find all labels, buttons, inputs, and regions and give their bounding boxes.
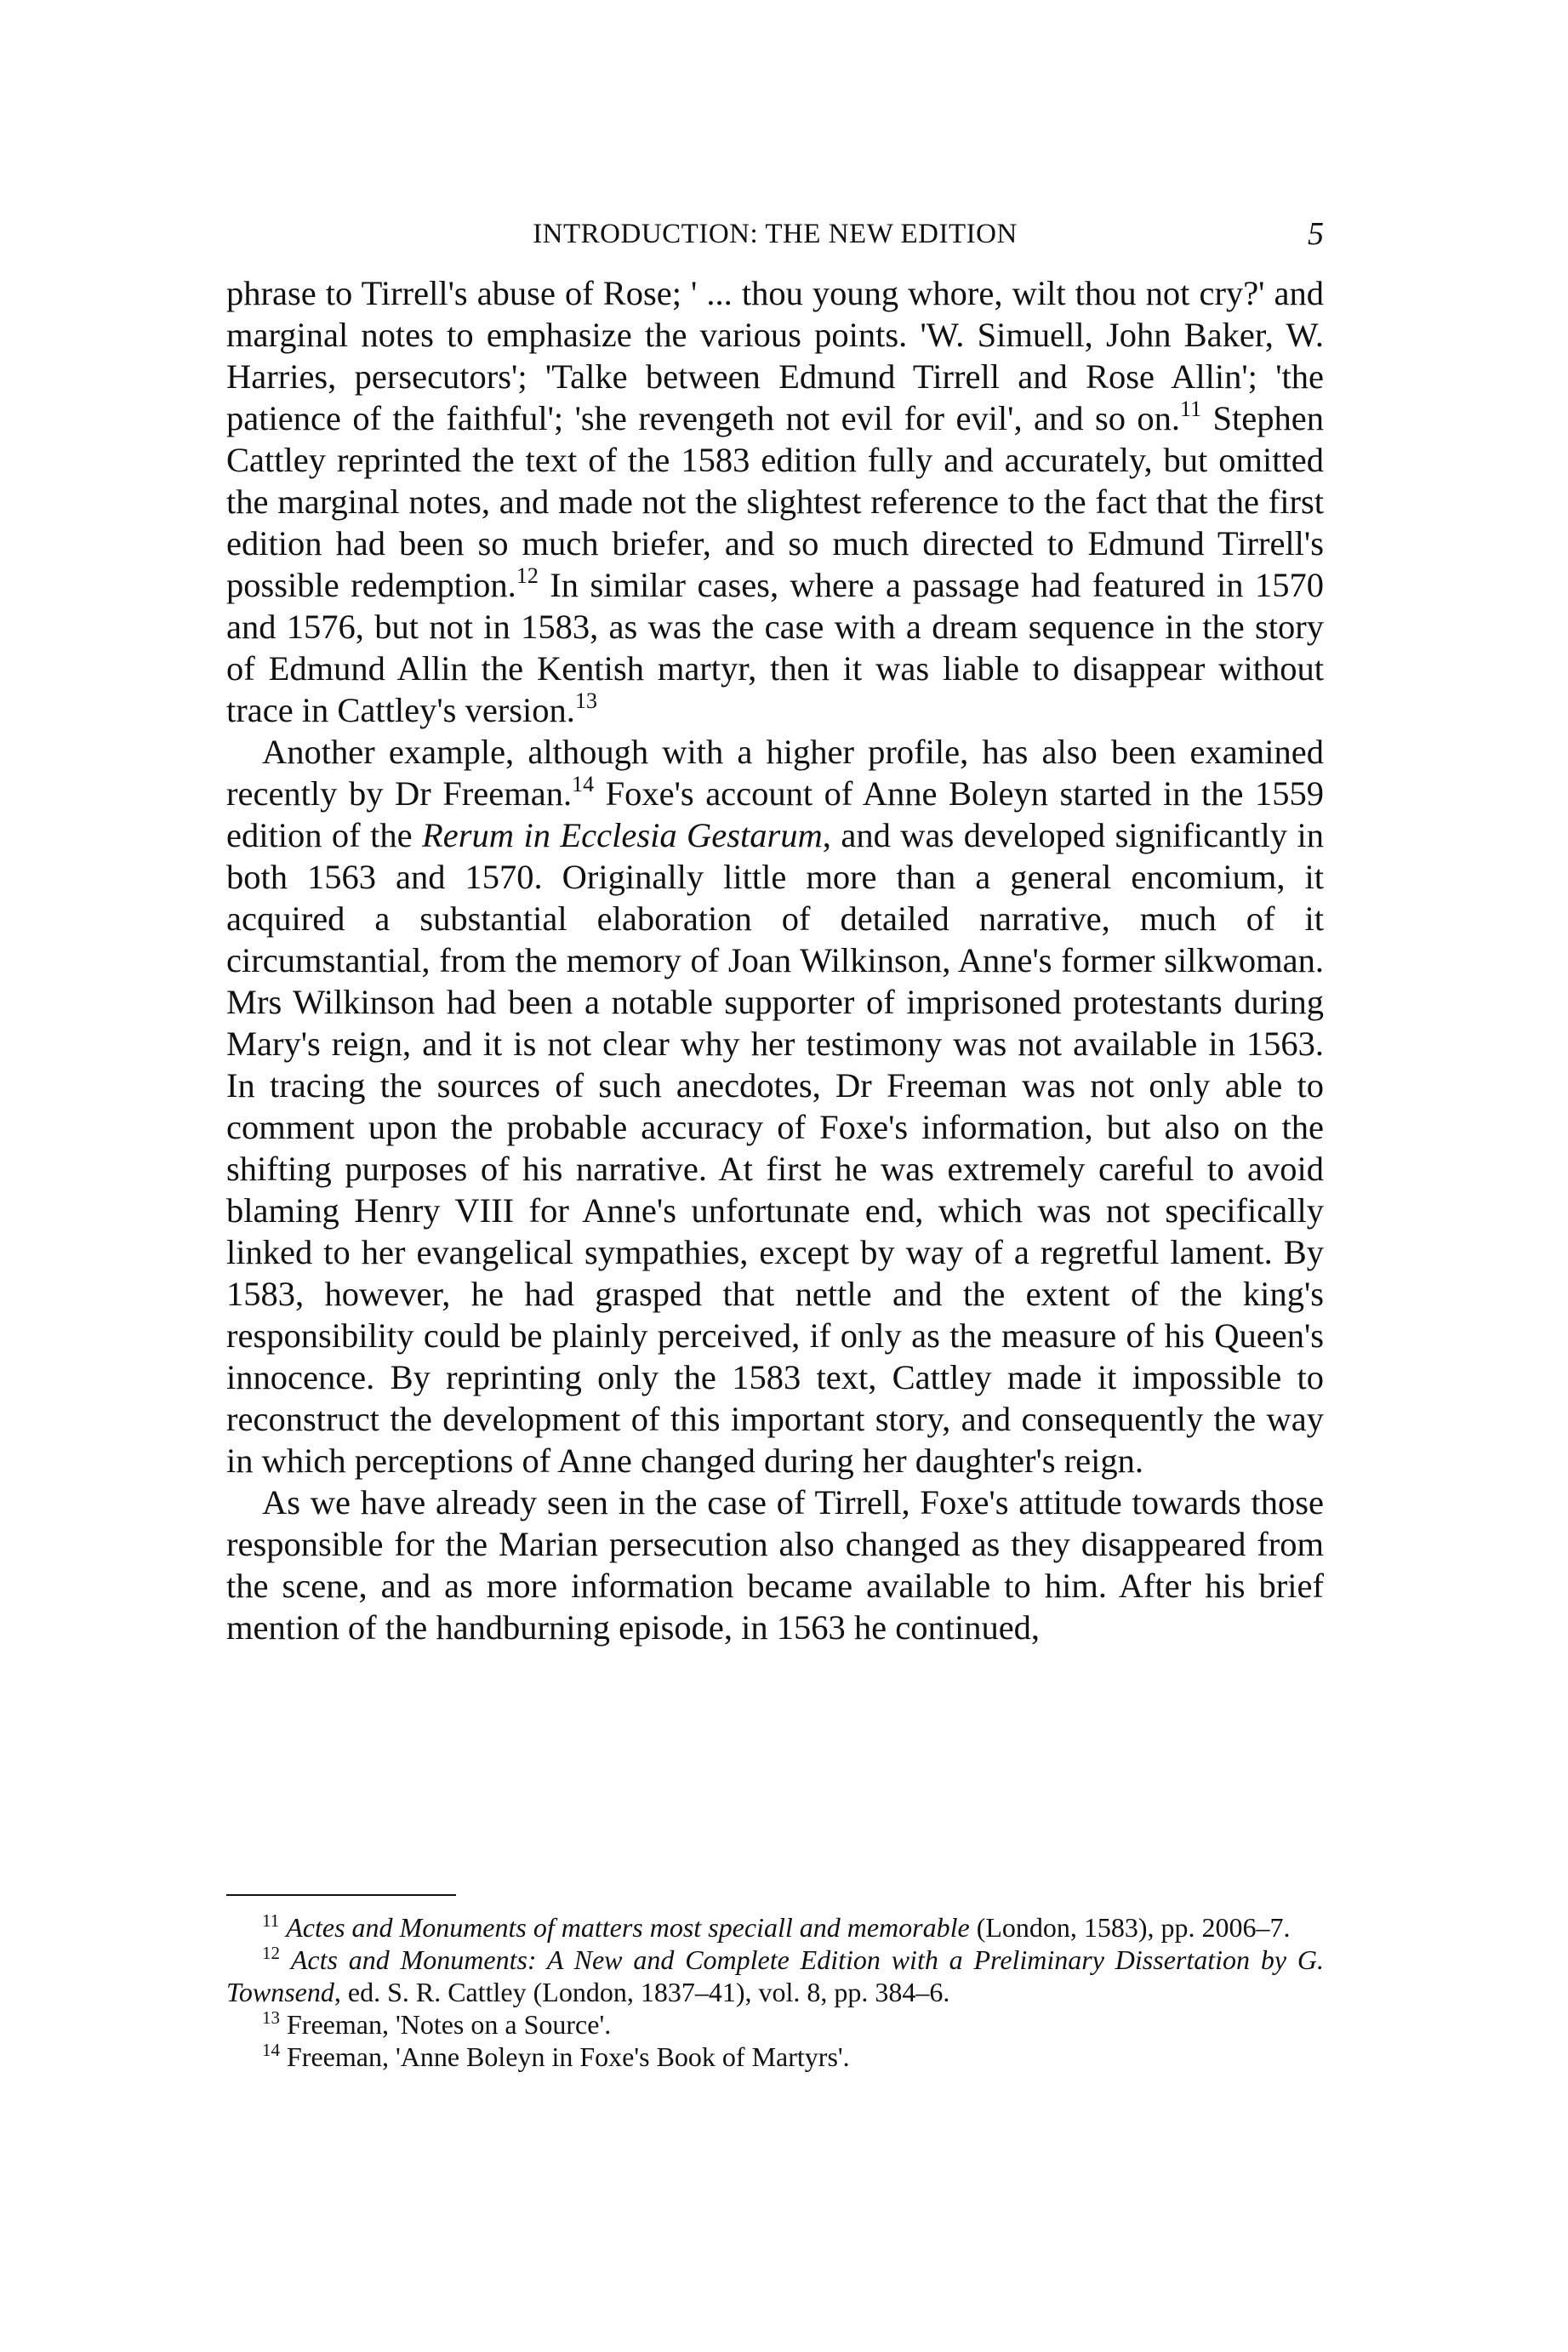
text-run: (London, 1583), pp. 2006–7.: [969, 1912, 1291, 1943]
footnote-ref: 14: [572, 772, 595, 796]
text-run: Foxe's account of Anne Boleyn started in the 1559 edition of the: [226, 774, 1324, 854]
body-text: [226, 272, 1324, 1648]
running-title: INTRODUCTION: THE NEW EDITION: [533, 219, 1018, 249]
page-number: 5: [1308, 216, 1324, 252]
footnote-ref: 12: [262, 1943, 280, 1963]
paragraph-3: [226, 1481, 1324, 1648]
footnote-11: [226, 1911, 1324, 1944]
footnote-ref: 12: [516, 563, 539, 588]
paragraph-2: [226, 731, 1324, 1481]
text-run: , and was developed significantly in both 1563 and 1570. Originally little more than a general encomium, it acquired a substantial elaboration of detailed narrative, much of it circumstantial, from the memory of Joan Wilkinson, Anne's former silkwoman. Mrs Wilkinson had been a notable supporter of imprisoned protestants during Mary's reign, and it is not clear why her testimony was not available in 1563. In tracing the sources of such anecdotes, Dr Freeman was not only able to comment upon the probable accuracy of Foxe's information, but also on the shifting purposes of his narrative. At first he was extremely careful to avoid blaming Henry VIII for Anne's unfortunate end, which was not specifically linked to her evangelical sympathies, except by way of a regretful lament. By 1583, however, he had grasped that nettle and the extent of the king's responsibility could be plainly perceived, if only as the measure of his Queen's innocence. By reprinting only the 1583 text, Cattley made it impossible to reconstruct the development of this important story, and consequently the way in which perceptions of Anne changed during her daughter's reign.: [226, 816, 1325, 1480]
footnote-ref: 11: [1180, 397, 1202, 421]
footnote-ref: 13: [262, 2007, 280, 2028]
paragraph-1: [226, 272, 1324, 731]
text-run: As we have already seen in the case of Tirrell, Foxe's attitude towards those responsible for the Marian persecution also changed as they disappeared from the scene, and as more information became available to him. After his brief mention of the handburning episode, in 1563 he continued,: [226, 1483, 1324, 1647]
italic-title: Acts and Monuments: A New and Complete Edition with a Preliminary Dissertation by G. Townsend: [226, 1944, 1325, 2007]
text-run: phrase to Tirrell's abuse of Rose; ' ... thou young whore, wilt thou not cry?' and marginal notes to emphasize the various points. 'W. Simuell, John Baker, W. Harries, persecutors'; 'Talke between Edmund Tirrell and Rose Allin'; 'the patience of the faithful'; 'she revengeth not evil for evil', and so on.: [226, 274, 1324, 437]
text-run: , ed. S. R. Cattley (London, 1837–41), vol. 8, pp. 384–6.: [334, 1977, 950, 2007]
footnotes: [226, 1911, 1324, 2073]
text-run: Freeman, 'Anne Boleyn in Foxe's Book of Martyrs'.: [280, 2041, 850, 2072]
footnote-ref: 11: [262, 1910, 280, 1931]
text-run: In similar cases, where a passage had featured in 1570 and 1576, but not in 1583, as was the case with a dream sequence in the story of Edmund Allin the Kentish martyr, then it was liable to disappear without trace in Cattley's version.: [226, 566, 1324, 729]
footnote-13: [226, 2008, 1324, 2041]
italic-title: Actes and Monuments of matters most speciall and memorable: [286, 1912, 970, 1943]
footnote-14: [226, 2041, 1324, 2073]
footnote-ref: 14: [262, 2040, 280, 2060]
text-run: Freeman, 'Notes on a Source'.: [280, 2009, 612, 2040]
footnote-rule: [226, 1894, 456, 1896]
italic-title: Rerum in Ecclesia Gestarum: [422, 816, 823, 854]
text-run: [280, 1944, 291, 1975]
running-head: [226, 213, 1324, 255]
footnote-12: [226, 1944, 1324, 2008]
text-run: Another example, although with a higher profile, has also been examined recently by Dr Freeman.: [226, 733, 1324, 813]
text-run: Stephen Cattley reprinted the text of the 1583 edition fully and accurately, but omitted the marginal notes, and made not the slightest reference to the fact that the first edition had been so much briefer, and so much directed to Edmund Tirrell's possible redemption.: [226, 399, 1324, 604]
footnote-ref: 13: [574, 688, 597, 713]
